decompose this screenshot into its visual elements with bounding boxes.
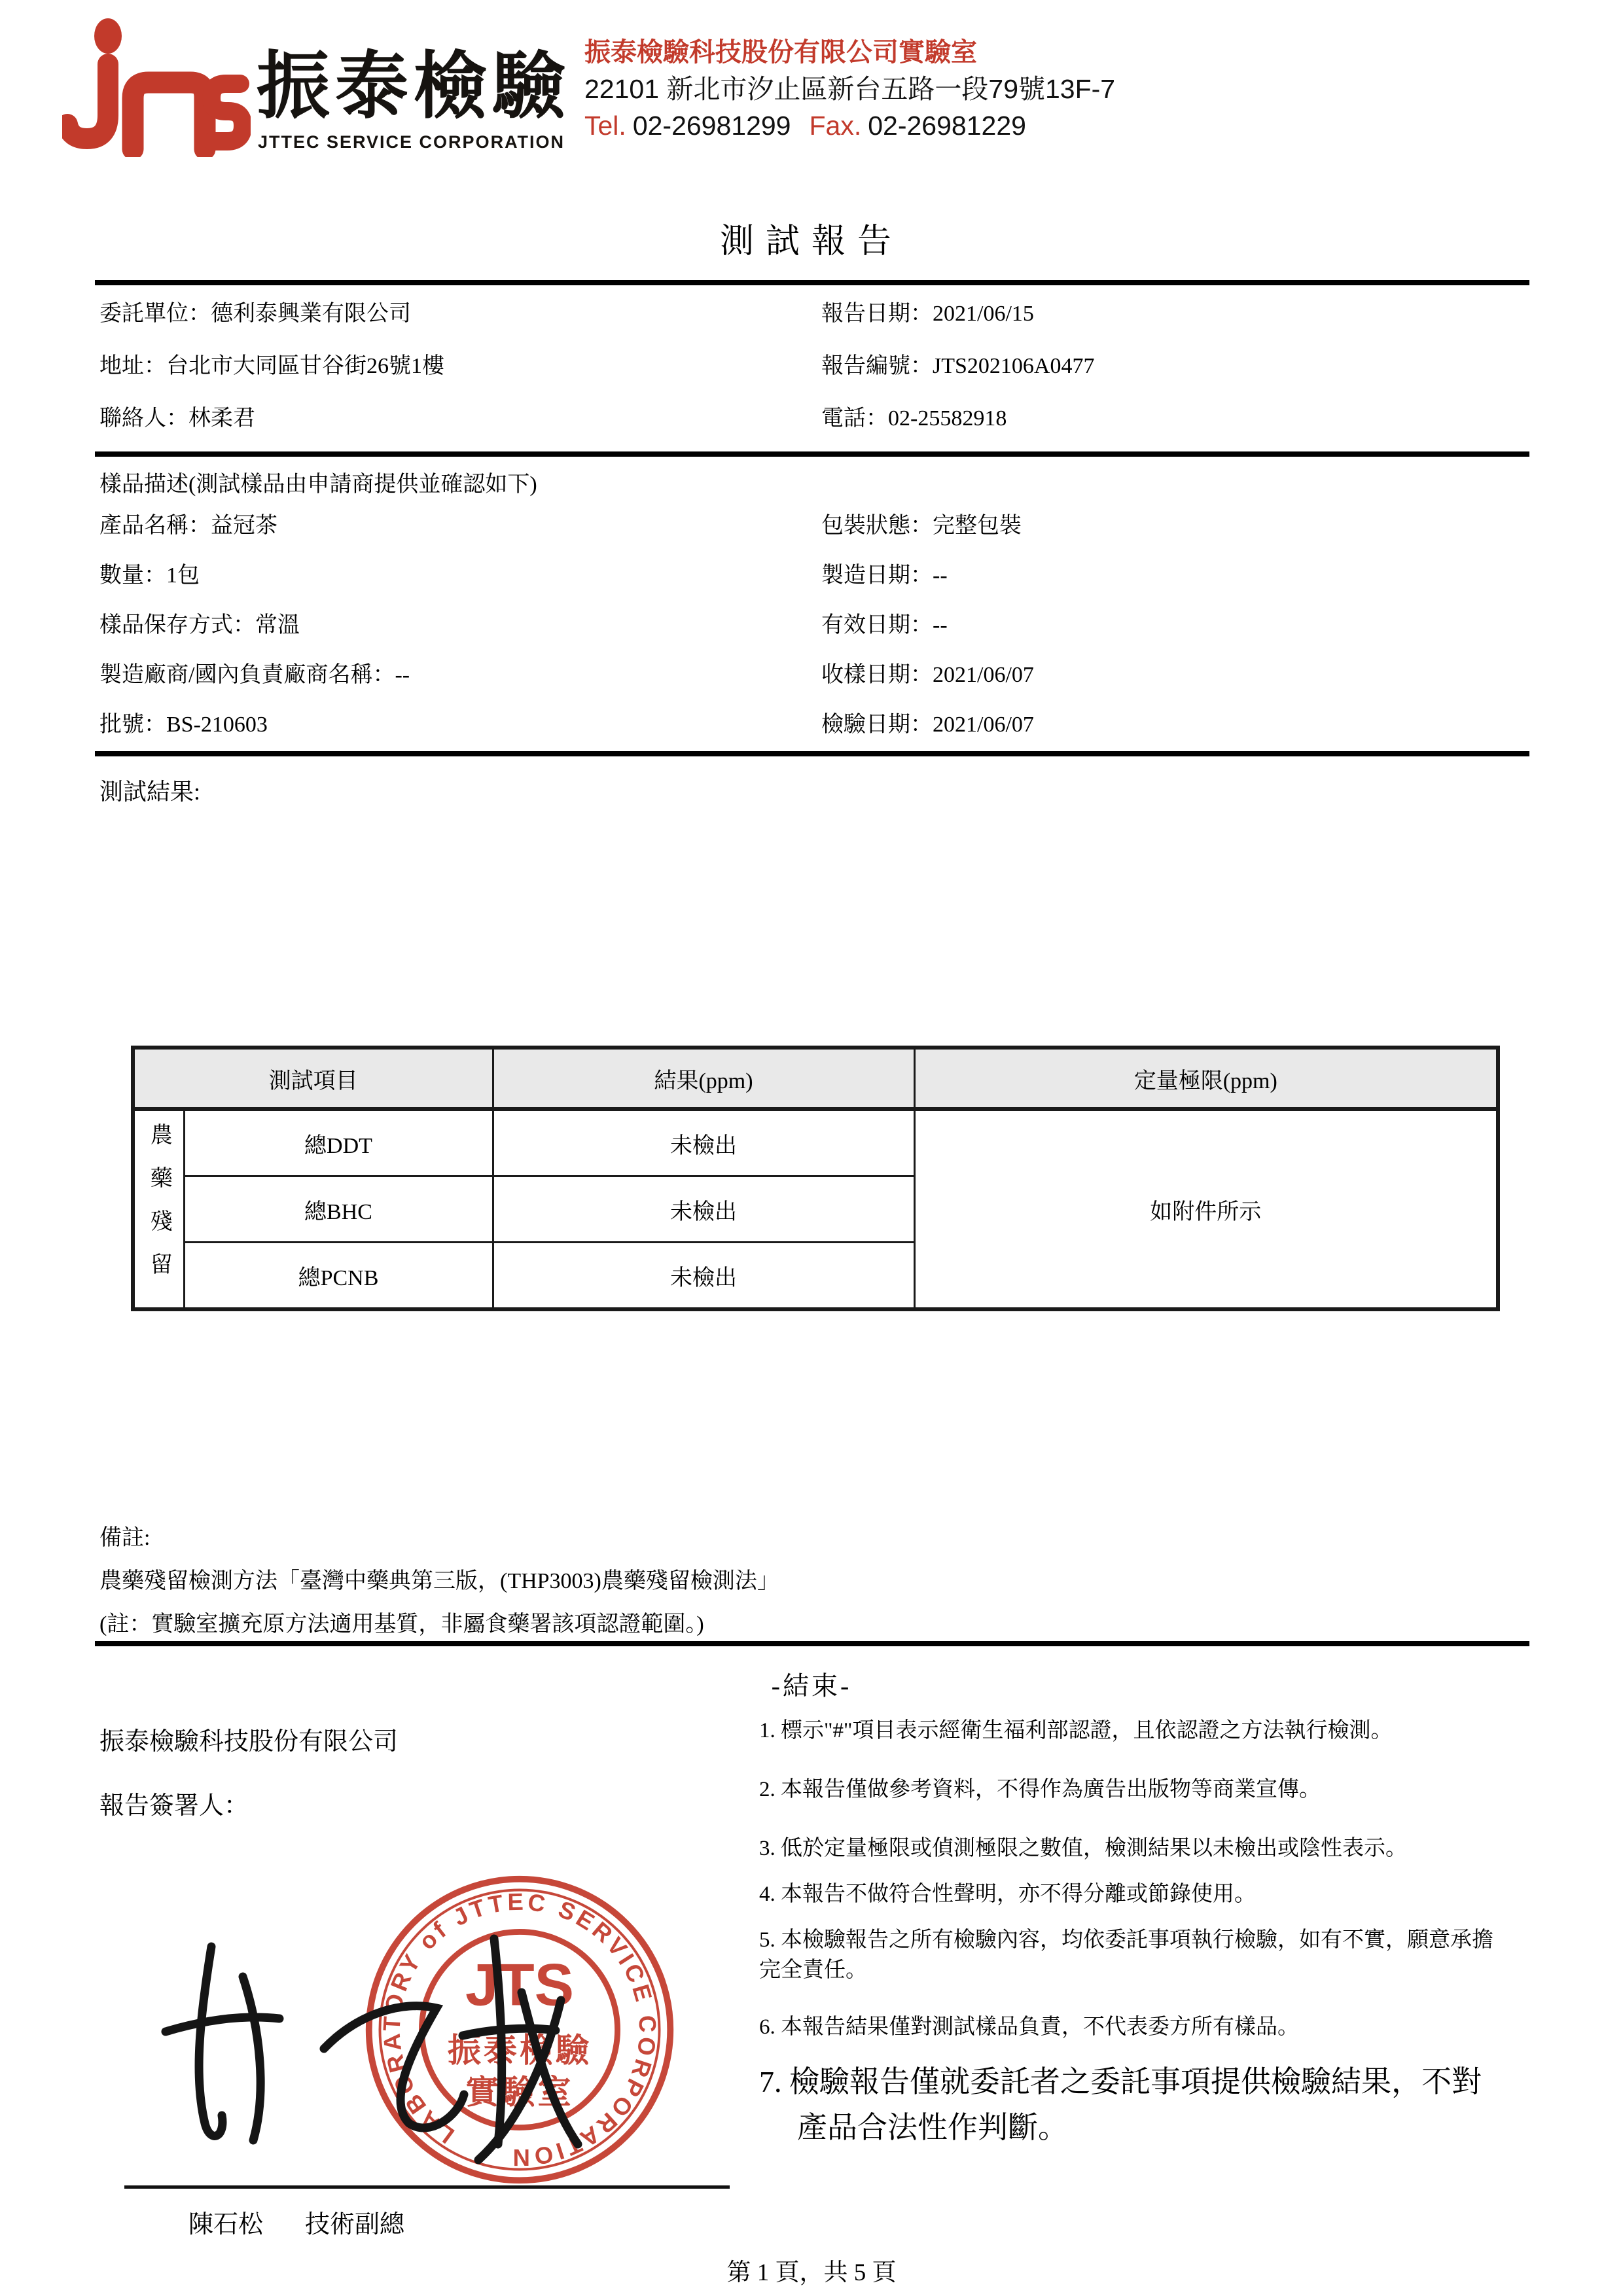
sample-row: 包裝狀態：完整包裝 [821, 514, 1022, 538]
logo-company-name-zh: 振泰檢驗 [257, 45, 571, 127]
note-item: 7. 檢驗報告僅就委託者之委託事項提供檢驗結果，不對產品合法性作判斷。 [759, 2065, 1482, 2144]
signature-line [124, 2185, 730, 2189]
col-header-loq: 定量極限(ppm) [914, 1048, 1498, 1109]
remarks-block [99, 1517, 779, 1646]
client-info-left [99, 300, 444, 457]
results-table [131, 1046, 1500, 1311]
sample-row: 批號：BS-210603 [99, 713, 268, 737]
result-cell: 未檢出 [493, 1176, 914, 1243]
result-cell: 未檢出 [493, 1243, 914, 1310]
remarks-note: (註：實驗室擴充原方法適用基質，非屬食藥署該項認證範圍。) [99, 1612, 704, 1636]
info-row: 電話：02-25582918 [821, 406, 1007, 431]
divider [95, 451, 1529, 457]
company-address: 22101 新北市汐止區新台五路一段79號13F-7 [584, 74, 1116, 104]
info-row: 委託單位：德利泰興業有限公司 [99, 302, 411, 326]
sample-description-header: 樣品描述(測試樣品由申請商提供並確認如下) [99, 472, 537, 497]
sample-info-right [821, 512, 1034, 760]
sample-info-left [99, 512, 410, 760]
signer-name-line [188, 2204, 446, 2240]
stamp-line1: 振泰檢驗 [447, 2032, 592, 2070]
end-marker: -結束- [771, 1671, 852, 1701]
signing-company: 振泰檢驗科技股份有限公司 [99, 1728, 399, 1756]
handwritten-signature [128, 1907, 589, 2192]
sample-row: 製造廠商/國內負責廠商名稱：-- [99, 663, 410, 687]
signer-title: 技術副總 [305, 2211, 405, 2238]
company-contact-line [584, 107, 1115, 144]
tel-number: 02-26981299 [632, 111, 791, 141]
note-item: 3. 低於定量極限或偵測極限之數值，檢測結果以未檢出或陰性表示。 [759, 1837, 1407, 1860]
info-row: 聯絡人：林柔君 [99, 406, 255, 431]
sample-row: 樣品保存方式：常溫 [99, 613, 300, 637]
note-item: 4. 本報告不做符合性聲明，亦不得分離或節錄使用。 [759, 1882, 1256, 1906]
stamp-line2: 實驗室 [465, 2074, 574, 2111]
result-cell: 未檢出 [493, 1109, 914, 1176]
test-item-cell: 總PCNB [184, 1243, 493, 1310]
results-section-title: 測試結果: [99, 779, 201, 805]
sample-row: 產品名稱：益冠茶 [99, 514, 277, 538]
divider [95, 280, 1529, 285]
stamp-jts-text: JTS [465, 1952, 575, 2019]
jts-logo-icon [62, 18, 251, 160]
page-number: 第 1 頁，共 5 頁 [726, 2259, 897, 2286]
sample-row: 檢驗日期：2021/06/07 [821, 713, 1034, 737]
signer-name: 陳石松 [188, 2211, 264, 2238]
company-info-block [584, 34, 1115, 144]
info-row: 報告編號：JTS202106A0477 [821, 354, 1095, 378]
divider [95, 751, 1529, 756]
company-lab-name: 振泰檢驗科技股份有限公司實驗室 [584, 38, 977, 67]
test-item-cell: 總DDT [184, 1109, 493, 1176]
sample-row: 製造日期：-- [821, 563, 948, 588]
note-item: 5. 本檢驗報告之所有檢驗內容，均依委託事項執行檢驗，如有不實，願意承擔完全責任。 [759, 1928, 1493, 1982]
note-item: 1. 標示"#"項目表示經衛生福利部認證，且依認證之方法執行檢測。 [759, 1719, 1393, 1742]
signer-label: 報告簽署人： [99, 1792, 249, 1820]
sample-row: 有效日期：-- [821, 613, 948, 637]
info-row: 報告日期：2021/06/15 [821, 302, 1034, 326]
table-header-row [133, 1048, 1498, 1109]
divider [95, 1641, 1529, 1646]
note-item: 6. 本報告結果僅對測試樣品負責，不代表委方所有樣品。 [759, 2015, 1299, 2039]
tel-label: Tel. [584, 111, 626, 141]
fax-label: Fax. [809, 111, 862, 141]
loq-cell: 如附件所示 [914, 1109, 1498, 1309]
page-title: 測試報告 [719, 223, 903, 260]
report-info-right [821, 300, 1094, 457]
sample-row: 收樣日期：2021/06/07 [821, 663, 1034, 687]
col-header-result: 結果(ppm) [493, 1048, 914, 1109]
info-row: 地址：台北市大同區甘谷街26號1樓 [99, 354, 444, 378]
category-cell: 農藥殘留 [133, 1109, 184, 1309]
remarks-title: 備註: [99, 1526, 151, 1550]
remarks-method: 農藥殘留檢測方法「臺灣中藥典第三版，(THP3003)農藥殘留檢測法」 [99, 1569, 779, 1593]
note-item: 2. 本報告僅做參考資料，不得作為廣告出版物等商業宣傳。 [759, 1778, 1321, 1801]
logo-company-name-en: JTTEC SERVICE CORPORATION [258, 132, 565, 152]
sample-row: 數量：1包 [99, 563, 200, 588]
col-header-test-item: 測試項目 [133, 1048, 493, 1109]
test-item-cell: 總BHC [184, 1176, 493, 1243]
stamp-ring-text: LABORATORY of JTTEC SERVICE CORPORATION [378, 1888, 662, 2172]
fax-number: 02-26981229 [868, 111, 1026, 141]
disclaimer-notes [759, 1716, 1499, 2151]
table-row [133, 1109, 1498, 1176]
